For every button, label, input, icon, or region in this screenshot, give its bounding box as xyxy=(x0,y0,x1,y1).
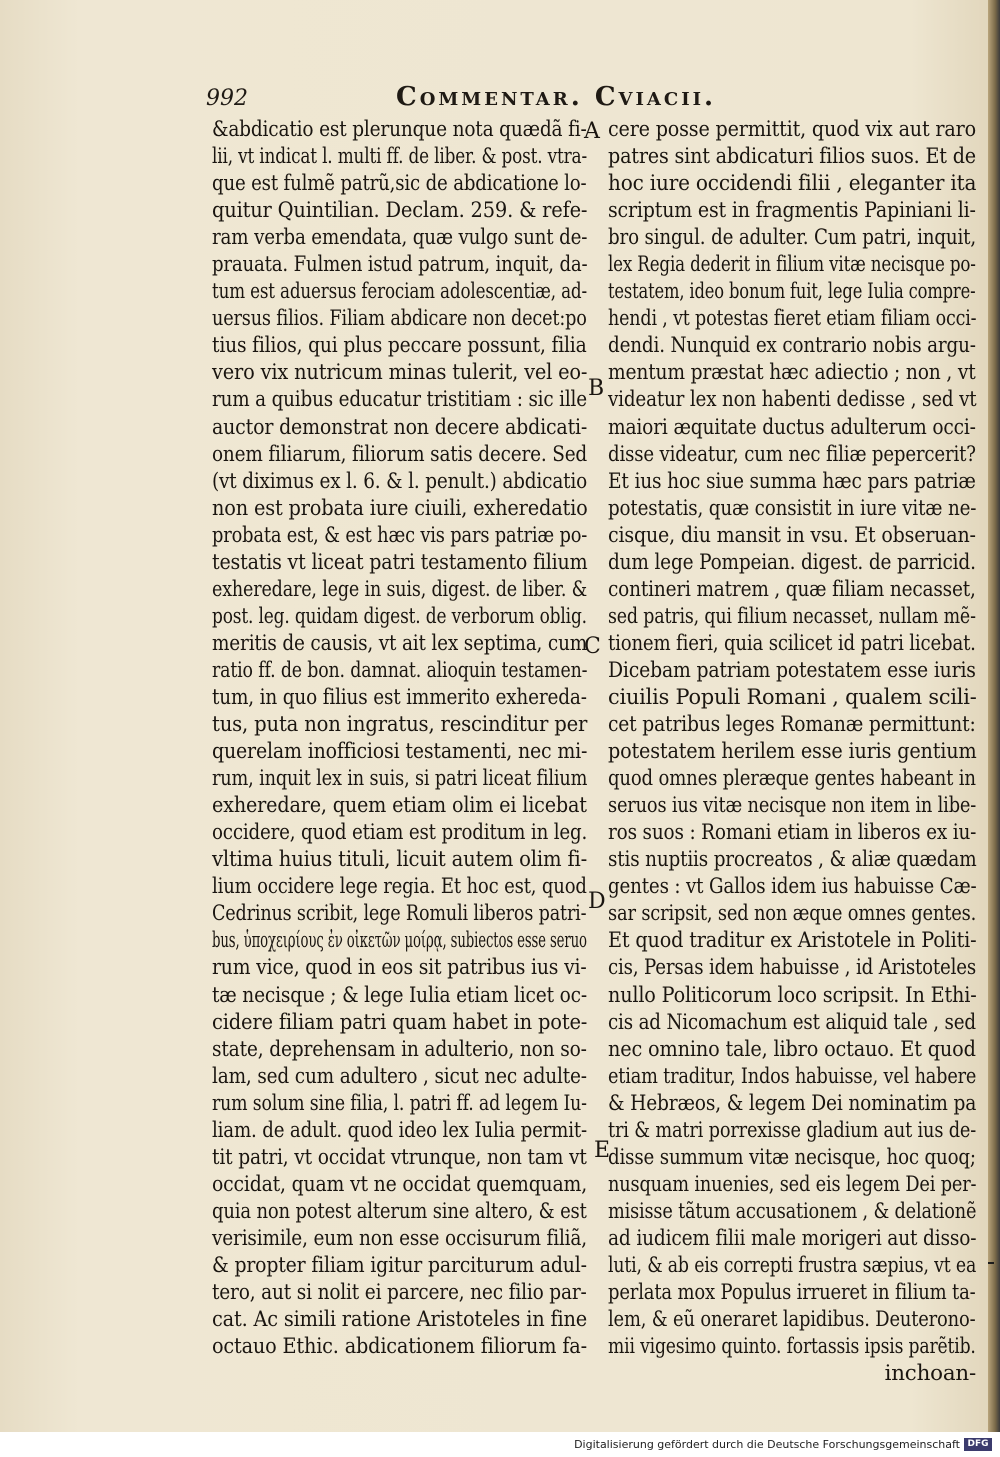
text-line: tionem fieri, quia scilicet id patri licebat. xyxy=(608,630,976,656)
section-marker-b: B xyxy=(588,376,605,401)
text-line: Et ius hoc siue summa hæc pars patriæ xyxy=(608,468,976,494)
text-line: uersus filios. Filiam abdicare non decet:po xyxy=(212,306,587,332)
text-line: lium occidere lege regia. Et hoc est, quod xyxy=(212,874,587,900)
text-line: ad iudicem filii male morigeri aut disso- xyxy=(608,1225,977,1251)
text-line: tius filios, qui plus peccare possunt, filia xyxy=(212,333,587,359)
text-line: vltima huius tituli, licuit autem olim fi- xyxy=(212,847,588,873)
text-line: dum lege Pompeian. digest. de parricid. xyxy=(608,549,976,575)
text-line: testatis vt liceat patri testamento filium xyxy=(212,549,588,575)
text-line: ciuilis Populi Romani , qualem scili- xyxy=(608,684,977,710)
text-line: maiori æquitate ductus adulterum occi- xyxy=(608,414,976,440)
text-line: cidere filiam patri quam habet in pote- xyxy=(212,1009,588,1035)
text-line: cis, Persas idem habuisse , id Aristoteles xyxy=(608,955,977,981)
text-line: patres sint abdicaturi filios suos. Et de xyxy=(608,144,976,170)
text-line: contineri matrem , quæ filiam necasset, xyxy=(608,576,976,602)
text-line: lem, & eũ oneraret lapidibus. Deuterono- xyxy=(608,1307,976,1333)
text-line: cisque, diu mansit in vsu. Et obseruan- xyxy=(608,522,976,548)
text-line: exheredare, lege in suis, digest. de liber. & xyxy=(212,576,588,602)
text-line: sed patris, qui filium necasset, nullam mẽ- xyxy=(608,603,976,629)
text-line: liam. de adult. quod ideo lex Iulia permit- xyxy=(212,1117,588,1143)
dfg-logo: DFG xyxy=(964,1438,992,1451)
text-line: misisse tãtum accusationem , & delationẽ xyxy=(608,1198,977,1224)
text-line: potestatem herilem esse iuris gentium xyxy=(608,739,977,765)
text-line: onem filiarum, filiorum satis decere. Sed xyxy=(212,441,588,467)
text-line: occidat, quam vt ne occidat quemquam, xyxy=(212,1171,588,1197)
text-line: lex Regia dederit in filium vitæ necisque po- xyxy=(608,252,976,278)
text-line: prauata. Fulmen istud patrum, inquit, da- xyxy=(212,252,588,278)
page-header xyxy=(206,82,826,116)
text-line: cere posse permittit, quod vix aut raro xyxy=(608,117,976,142)
right-text-column xyxy=(608,116,976,1387)
text-line: vero vix nutricum minas tulerit, vel eo- xyxy=(212,360,588,386)
text-line: quitur Quintilian. Declam. 259. & refe- xyxy=(212,198,588,224)
text-line: nusquam inuenies, sed eis legem Dei per- xyxy=(608,1171,977,1197)
left-text-column xyxy=(212,116,587,1360)
text-line: stis nuptiis procreatos , & aliæ quædam xyxy=(608,847,977,873)
footer-bar xyxy=(0,1432,1000,1457)
running-title: Commentar. Cviacii. xyxy=(396,82,717,112)
page-number: 992 xyxy=(206,86,248,111)
text-line: octauo Ethic. abdicationem filiorum fa- xyxy=(212,1334,587,1360)
text-line: tæ necisque ; & lege Iulia etiam licet oc- xyxy=(212,982,587,1008)
section-marker-a: A xyxy=(584,119,600,144)
text-line: scriptum est in fragmentis Papiniani li- xyxy=(608,198,976,224)
text-line: occidere, quod etiam est proditum in leg. xyxy=(212,820,588,846)
text-line: quia non potest alterum sine altero, & est xyxy=(212,1198,587,1224)
text-line: gentes : vt Gallos idem ius habuisse Cæ- xyxy=(608,874,977,900)
text-line: auctor demonstrat non decere abdicati- xyxy=(212,414,588,440)
text-line: mentum præstat hæc adiectio ; non , vt xyxy=(608,360,976,386)
text-line: verisimile, eum non esse occisurum filiã, xyxy=(212,1225,587,1251)
footer-credit: Digitalisierung gefördert durch die Deutsche Forschungsgemeinschaft xyxy=(574,1438,960,1451)
text-line: disse videatur, cum nec filiæ pepercerit? xyxy=(608,441,976,467)
text-line: videatur lex non habenti dedisse , sed vt xyxy=(608,387,977,413)
text-line: querelam inofficiosi testamenti, nec mi- xyxy=(212,739,588,765)
page-edge xyxy=(988,0,1000,1432)
text-line: nec omnino tale, libro octauo. Et quod xyxy=(608,1036,976,1062)
text-line: exheredare, quem etiam olim ei licebat xyxy=(212,793,587,819)
text-line: potestatis, quæ consistit in iure vitæ ne- xyxy=(608,495,977,521)
text-line: ratio ff. de bon. damnat. alioquin testamen- xyxy=(212,657,588,683)
text-line: inchoan- xyxy=(884,1361,976,1387)
text-line: non est probata iure ciuili, exheredatio xyxy=(212,495,588,521)
text-line: cat. Ac simili ratione Aristoteles in fine xyxy=(212,1307,588,1333)
text-line: cet patribus leges Romanæ permittunt: xyxy=(608,712,976,738)
text-line: dendi. Nunquid ex contrario nobis argu- xyxy=(608,333,976,359)
text-line: tum est aduersus ferociam adolescentiæ, ad- xyxy=(212,279,587,305)
text-line: seruos ius vitæ necisque non item in libe- xyxy=(608,793,977,819)
text-line: tit patri, vt occidat vtrunque, non tam vt xyxy=(212,1144,587,1170)
text-line: tri & matri porrexisse gladium aut ius de- xyxy=(608,1117,977,1143)
text-line: rum a quibus educatur tristitiam : sic ille xyxy=(212,387,587,413)
text-line: probata est, & est hæc vis pars patriæ po- xyxy=(212,522,588,548)
text-line: luti, & ab eis correpti frustra sæpius, vt ea xyxy=(608,1252,977,1278)
text-line: cis ad Nicomachum est aliquid tale , sed xyxy=(608,1009,976,1035)
text-line: (vt diximus ex l. 6. & l. penult.) abdicatio xyxy=(212,468,588,494)
text-line: rum solum sine filia, l. patri ff. ad legem Iu- xyxy=(212,1090,587,1116)
text-line: Cedrinus scribit, lege Romuli liberos patri- xyxy=(212,901,587,927)
section-marker-d: D xyxy=(588,889,606,914)
text-line: lam, sed cum adultero , sicut nec adulte- xyxy=(212,1063,587,1089)
text-line: post. leg. quidam digest. de verborum oblig. xyxy=(212,603,587,629)
text-line: sar scripsit, sed non æque omnes gentes. xyxy=(608,901,977,927)
text-line: rum, inquit lex in suis, si patri liceat filium xyxy=(212,766,588,792)
text-line: ram verba emendata, quæ vulgo sunt de- xyxy=(212,225,588,251)
text-line: tus, puta non ingratus, rescinditur per xyxy=(212,712,588,738)
text-line: que est fulmẽ patrũ,sic de abdicatione lo- xyxy=(212,171,587,197)
text-line: nullo Politicorum loco scripsit. In Ethi- xyxy=(608,982,977,1008)
text-line: rum vice, quod in eos sit patribus ius vi- xyxy=(212,955,587,981)
text-line: bus, ὑποχειρίους ἐν οἰκετῶν μοίρᾳ, subiectos esse seruo xyxy=(212,928,587,954)
text-line: hendi , vt potestas fieret etiam filiam occi- xyxy=(608,306,977,332)
text-line: bro singul. de adulter. Cum patri, inquit, xyxy=(608,225,976,251)
text-line: Dicebam patriam potestatem esse iuris xyxy=(608,657,976,683)
text-line: &abdicatio est plerunque nota quædã fi- xyxy=(212,117,587,142)
section-marker-c: C xyxy=(584,634,601,659)
edge-tick xyxy=(988,1262,994,1264)
text-line: testatem, ideo bonum fuit, lege Iulia compre- xyxy=(608,279,976,305)
text-line: quod omnes pleræque gentes habeant in xyxy=(608,766,976,792)
section-marker-e: E xyxy=(594,1138,611,1163)
text-line: tum, in quo filius est immerito exhereda- xyxy=(212,684,587,710)
text-line: Et quod traditur ex Aristotele in Politi- xyxy=(608,928,977,954)
text-line: etiam traditur, Indos habuisse, vel habere xyxy=(608,1063,977,1089)
text-line: mii vigesimo quinto. fortassis ipsis parẽtib. xyxy=(608,1334,976,1360)
text-line: hoc iure occidendi filii , eleganter ita xyxy=(608,171,977,197)
text-line: & propter filiam igitur parciturum adul- xyxy=(212,1252,587,1278)
text-line: tero, aut si nolit ei parcere, nec filio par- xyxy=(212,1280,587,1306)
text-line: meritis de causis, vt ait lex septima, cum xyxy=(212,630,588,656)
text-line: state, deprehensam in adulterio, non so- xyxy=(212,1036,587,1062)
text-line: & Hebræos, & legem Dei nominatim pa xyxy=(608,1090,977,1116)
text-line: disse summum vitæ necisque, hoc quoq; xyxy=(608,1144,976,1170)
text-line: ros suos : Romani etiam in liberos ex iu- xyxy=(608,820,977,846)
text-line: lii, vt indicat l. multi ff. de liber. & post. vtra- xyxy=(212,144,587,170)
text-line: perlata mox Populus irrueret in filium ta- xyxy=(608,1280,976,1306)
